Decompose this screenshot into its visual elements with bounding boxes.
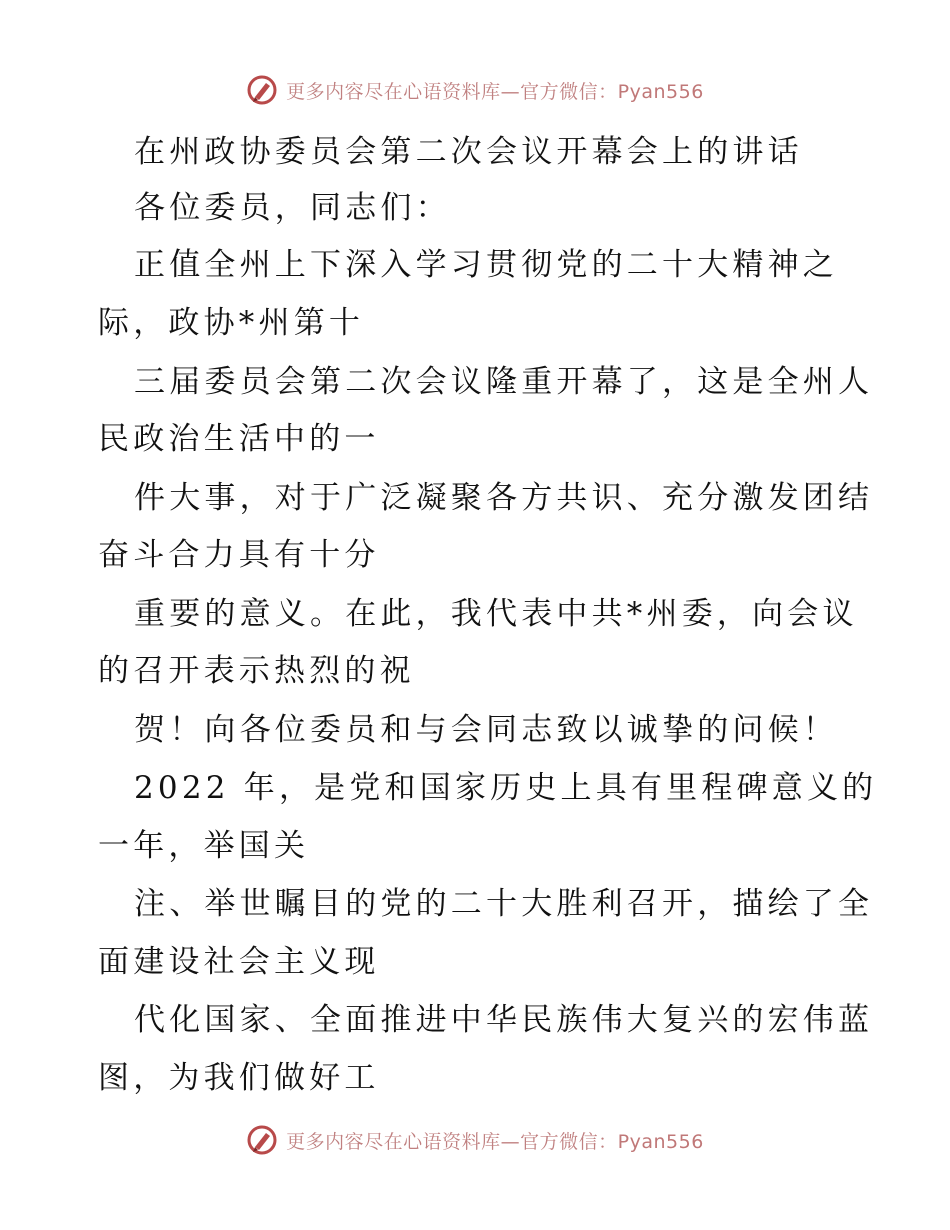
- text-line: 面建设社会主义现: [98, 944, 380, 980]
- text-line: 图，为我们做好工: [98, 1060, 380, 1096]
- text-line: 的召开表示热烈的祝: [98, 653, 415, 689]
- watermark-text: 更多内容尽在心语资料库—官方微信：Pyan556: [286, 1130, 704, 1153]
- text-line: 贺！向各位委员和与会同志致以诚挚的问候！: [134, 712, 838, 748]
- footer-watermark: [0, 1120, 950, 1160]
- watermark-text: 更多内容尽在心语资料库—官方微信：Pyan556: [286, 80, 704, 103]
- salutation: 各位委员，同志们：: [134, 190, 451, 226]
- text-line: 代化国家、全面推进中华民族伟大复兴的宏伟蓝: [134, 1002, 874, 1038]
- header-watermark: [0, 70, 950, 110]
- text-line: 2022 年，是党和国家历史上具有里程碑意义的: [134, 770, 878, 806]
- pen-logo-icon: [246, 1124, 278, 1156]
- text-line: 件大事，对于广泛凝聚各方共识、充分激发团结: [134, 480, 874, 516]
- text-line: 正值全州上下深入学习贯彻党的二十大精神之: [134, 247, 838, 283]
- text-line: 奋斗合力具有十分: [98, 537, 380, 573]
- document-title: 在州政协委员会第二次会议开幕会上的讲话: [134, 134, 803, 170]
- text-line: 注、举世瞩目的党的二十大胜利召开，描绘了全: [134, 886, 874, 922]
- text-line: 民政治生活中的一: [98, 421, 380, 457]
- watermark-wechat-id: Pyan556: [617, 80, 704, 103]
- watermark-wechat-id: Pyan556: [617, 1130, 704, 1153]
- text-line: 一年，举国关: [98, 828, 310, 864]
- text-line: 三届委员会第二次会议隆重开幕了，这是全州人: [134, 364, 874, 400]
- pen-logo-icon: [246, 74, 278, 106]
- text-line: 重要的意义。在此，我代表中共*州委，向会议: [134, 596, 858, 632]
- text-line: 际，政协*州第十: [98, 305, 365, 341]
